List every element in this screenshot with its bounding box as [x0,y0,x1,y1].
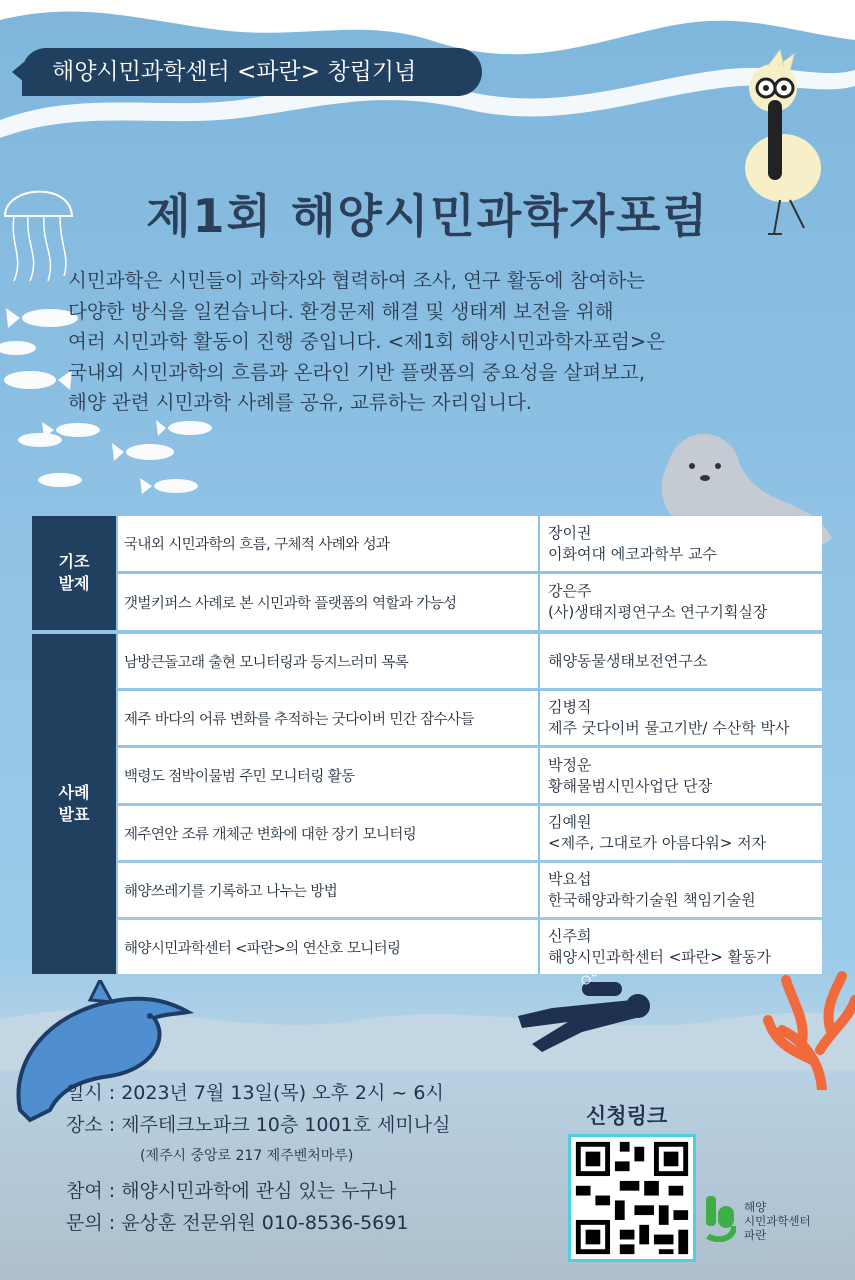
intro-line: 시민과학은 시민들이 과학자와 협력하여 조사, 연구 활동에 참여하는 [68,269,646,292]
speaker-cell [538,634,822,688]
speaker-affiliation: 이화여대 에코과학부 교수 [548,544,717,563]
speaker-cell [538,863,822,917]
case-section-label: 사례 발표 [32,634,116,974]
speaker-affiliation: (사)생태지평연구소 연구기획실장 [548,603,768,621]
keynote-section-label: 기조 발제 [32,516,116,630]
intro-line: 해양 관련 시민과학 사례를 공유, 교류하는 자리입니다. [68,391,533,414]
talk-title: 제주연안 조류 개체군 변화에 대한 장기 모니터링 [124,826,417,843]
table-row [118,920,822,974]
intro-line: 여러 시민과학 활동이 진행 중입니다. <제1회 해양시민과학자포럼>은 [68,330,666,353]
registration-qr-code[interactable] [568,1134,696,1262]
speaker-name: 김예원 [548,813,592,831]
table-row [118,574,822,630]
speaker-affiliation: 제주 굿다이버 물고기반/ 수산학 박사 [548,719,790,737]
speaker-cell [538,691,822,745]
intro-line: 국내외 시민과학의 흐름과 온라인 기반 플랫폼의 중요성을 살펴보고, [68,360,646,384]
speaker-name: 김병직 [548,698,592,716]
logo-line: 파란 [744,1228,767,1242]
logo-line: 해양 [744,1200,767,1214]
event-place: 장소 : 제주테크노파크 10층 1001호 세미나실 [66,1114,451,1136]
speaker-cell [538,574,822,630]
talk-title: 갯벌키퍼스 사례로 본 시민과학 플랫폼의 역할과 가능성 [124,595,457,612]
speaker-affiliation: 해양시민과학센터 <파란> 활동가 [548,948,772,966]
speaker-name: 강은주 [548,582,592,600]
event-target: 참여 : 해양시민과학에 관심 있는 누구나 [66,1180,397,1202]
paran-logo-text [744,1200,811,1242]
speaker-name: 박정운 [548,755,592,774]
paran-logo-icon [706,1196,736,1242]
speaker-cell [538,806,822,860]
table-row [118,748,822,803]
program-table [32,516,822,974]
coral-icon [762,970,855,1090]
diver-icon [512,972,662,1062]
speaker-cell [538,920,822,974]
anniversary-tag: 해양시민과학센터 <파란> 창립기념 [22,48,482,96]
logo-line: 시민과학센터 [744,1214,811,1228]
talk-title: 국내외 시민과학의 흐름, 구체적 사례와 성과 [124,537,390,553]
talk-title: 해양쓰레기를 기록하고 나누는 방법 [124,883,338,900]
dolphin-icon [0,980,200,1130]
speaker-cell [538,516,822,571]
qr-code-icon [571,1137,693,1259]
speaker-name: 신주희 [548,927,592,945]
table-row [118,516,822,571]
intro-line: 다양한 방식을 일컫습니다. 환경문제 해결 및 생태계 보전을 위해 [68,299,614,323]
event-date: 일시 : 2023년 7월 13일(목) 오후 2시 ~ 6시 [66,1082,444,1104]
speaker-affiliation: 한국해양과학기술원 책임기술원 [548,891,756,909]
event-address: (제주시 중앙로 217 제주벤처마루) [140,1148,354,1164]
intro-paragraph [68,266,828,419]
table-row [118,806,822,860]
table-row [118,863,822,917]
speaker-name: 장이권 [548,523,592,542]
talk-title: 남방큰돌고래 출현 모니터링과 등지느러미 목록 [124,654,409,671]
table-row [118,691,822,745]
speaker-affiliation: <제주, 그대로가 아름다워> 저자 [548,834,767,852]
speaker-cell [538,748,822,803]
speaker-name: 박요섭 [548,870,592,888]
table-row [118,634,822,688]
event-contact: 문의 : 윤상훈 전문위원 010-8536-5691 [66,1212,409,1234]
page-title: 제1회 해양시민과학자포럼 [146,189,709,243]
speaker-affiliation: 황해물범시민사업단 단장 [548,776,713,795]
speaker-name: 해양동물생태보전연구소 [548,651,708,670]
talk-title: 해양시민과학센터 <파란>의 연산호 모니터링 [124,940,401,957]
qr-label: 신청링크 [586,1104,668,1128]
talk-title: 제주 바다의 어류 변화를 추적하는 굿다이버 민간 잠수사들 [124,711,474,728]
talk-title: 백령도 점박이물범 주민 모니터링 활동 [124,769,355,785]
